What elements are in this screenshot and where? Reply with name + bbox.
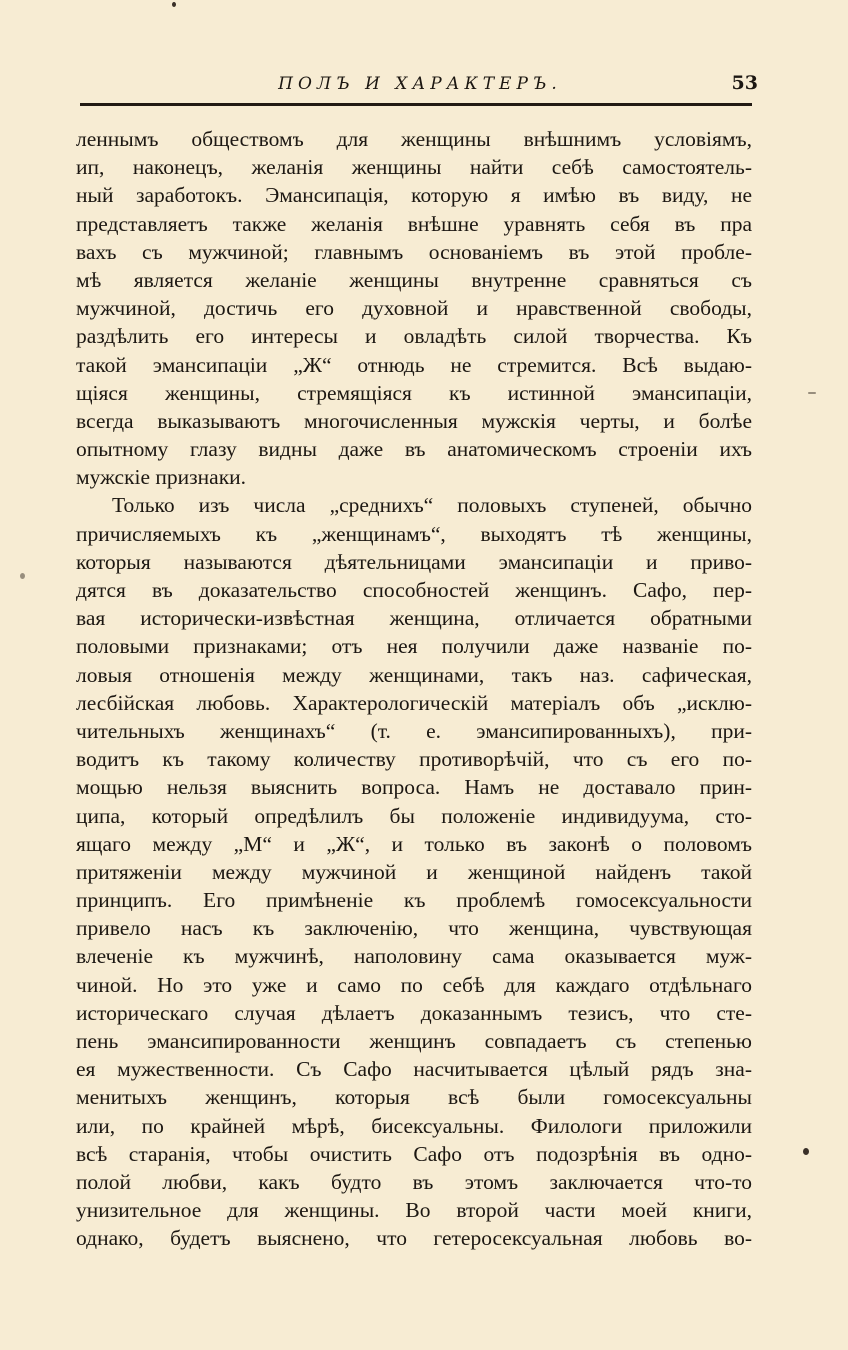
text-line: ящаго между „М“ и „Ж“, и только въ законѣ о половомъ [76,831,752,856]
text-line: ципа, который опредѣлилъ бы положеніе индивидуума, сто- [76,803,752,828]
ink-spot [20,573,25,579]
text-line: ея мужественности. Съ Сафо насчитывается цѣлый рядъ зна- [76,1057,752,1082]
text-line: всѣ старанія, чтобы очистить Сафо отъ подозрѣнія въ одно- [76,1141,752,1166]
text-line: вая исторически-извѣстная женщина, отличается обратными [76,606,752,631]
text-line: влеченіе къ мужчинѣ, наполовину сама оказывается муж- [76,944,752,969]
text-line: мощью нельзя выяснить вопроса. Намъ не доставало прин- [76,775,752,800]
text-line: ип, наконецъ, желанія женщины найти себѣ самостоятель- [76,155,752,180]
text-line: лесбійская любовь. Характерологическій матеріалъ объ „исклю- [76,690,752,715]
text-line: вахъ съ мужчиной; главнымъ основаніемъ въ этой пробле- [76,239,752,264]
text-line: ловыя отношенія между женщинами, такъ наз. сафическая, [76,662,752,687]
text-line: представляетъ также желанія внѣшне уравнять себя въ пра [76,211,752,236]
page-header [80,72,760,102]
ink-spot [808,392,816,394]
ink-spot [803,1148,809,1155]
text-line: мужчиной, достичь его духовной и нравственной свободы, [76,296,752,321]
text-line: мужскіе признаки. [76,465,247,490]
body-text [76,125,752,1253]
text-line: пень эмансипированности женщинъ совпадаетъ съ степенью [76,1029,752,1053]
text-line: или, по крайней мѣрѣ, бисексуальны. Филологи приложили [76,1113,752,1138]
text-line: всегда выказываютъ многочисленныя мужскія черты, и болѣе [76,408,752,433]
text-line: раздѣлить его интересы и овладѣть силой творчества. Къ [76,324,752,349]
text-line: полой любви, какъ будто въ этомъ заключается что-то [76,1169,752,1194]
text-line: привело насъ къ заключенію, что женщина, чувствующая [76,916,752,941]
text-line: леннымъ обществомъ для женщины внѣшнимъ условіямъ, [76,127,752,151]
text-line: дятся въ доказательство способностей женщинъ. Сафо, пер- [76,578,752,602]
text-line: половыми признаками; отъ нея получили даже названіе по- [76,634,752,659]
text-line: принципъ. Его примѣненіе къ проблемѣ гомосексуальности [76,888,752,913]
text-line: историческаго случая дѣлаетъ доказаннымъ тезисъ, что сте- [76,1000,752,1025]
text-line: чиной. Но это уже и само по себѣ для каждаго отдѣльнаго [76,972,752,997]
text-line: Только изъ числа „среднихъ“ половыхъ ступеней, обычно [112,493,752,518]
text-line: унизительное для женщины. Во второй части моей книги, [76,1198,752,1223]
text-line: однако, будетъ выяснено, что гетеросексуальная любовь во- [76,1226,752,1251]
text-line: водитъ къ такому количеству противорѣчій, что съ его по- [76,747,752,772]
text-line: щіяся женщины, стремящіяся къ истинной эмансипаціи, [76,380,752,405]
text-line: опытному глазу видны даже въ анатомическомъ строеніи ихъ [76,437,752,462]
text-line: которыя называются дѣятельницами эмансипаціи и приво- [76,549,752,574]
ink-spot [172,2,176,7]
text-line: такой эмансипаціи „Ж“ отнюдь не стремится. Всѣ выдаю- [76,352,752,377]
header-rule [80,103,752,106]
page-number: 53 [731,72,758,94]
text-line: менитыхъ женщинъ, которыя всѣ были гомосексуальны [76,1085,752,1110]
text-line: ный заработокъ. Эмансипація, которую я имѣю въ виду, не [76,183,752,208]
running-title: ПОЛЪ И ХАРАКТЕРЪ. [278,74,562,94]
text-line: причисляемыхъ къ „женщинамъ“, выходятъ тѣ женщины, [76,521,752,546]
text-line: чительныхъ женщинахъ“ (т. е. эмансипированныхъ), при- [76,718,752,743]
text-line: притяженіи между мужчиной и женщиной найденъ такой [76,859,752,884]
text-line: мѣ является желаніе женщины внутренне сравняться съ [76,267,752,292]
